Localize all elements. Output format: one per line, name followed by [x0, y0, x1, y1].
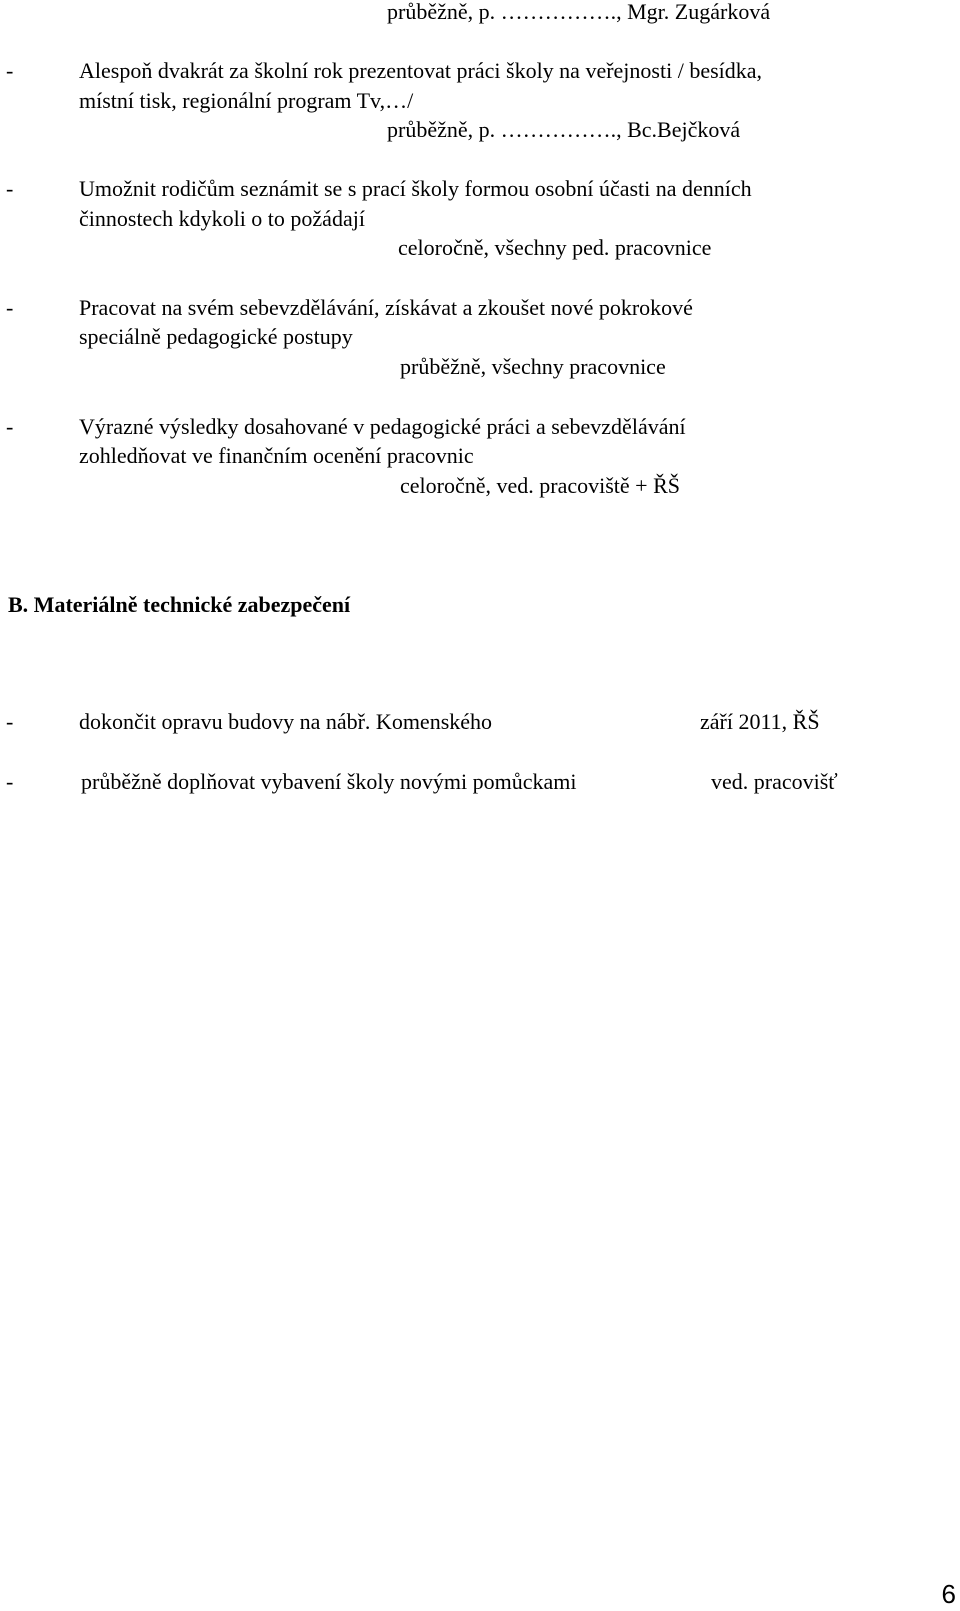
- task-b1-responsible: září 2011, ŘŠ: [700, 709, 820, 734]
- item-2-line-1: Umožnit rodičům seznámit se s prací školy formou osobní účasti na denních: [79, 176, 752, 201]
- section-b-heading: B. Materiálně technické zabezpečení: [8, 592, 351, 617]
- bullet-dash-2: -: [6, 176, 14, 201]
- bullet-dash-1: -: [6, 58, 14, 83]
- item-4-line-1: Výrazné výsledky dosahované v pedagogické práci a sebevzdělávání: [79, 414, 686, 439]
- item-1-line-1: Alespoň dvakrát za školní rok prezentovat práci školy na veřejnosti / besídka,: [79, 58, 763, 83]
- item-3-line-2: speciálně pedagogické postupy: [79, 324, 353, 349]
- assignee-line-4: celoročně, ved. pracoviště + ŘŠ: [400, 473, 680, 498]
- bullet-dash-3: -: [6, 295, 14, 320]
- item-3-line-1: Pracovat na svém sebevzdělávání, získávat a zkoušet nové pokrokové: [79, 295, 693, 320]
- item-2-line-2: činnostech kdykoli o to požádají: [79, 206, 365, 231]
- task-b2-text: průběžně doplňovat vybavení školy novými pomůckami: [81, 769, 577, 794]
- assignee-line-2: celoročně, všechny ped. pracovnice: [398, 235, 712, 260]
- bullet-dash-b1: -: [6, 709, 14, 734]
- task-b2-responsible: ved. pracovišť: [711, 769, 838, 794]
- assignee-line-3: průběžně, všechny pracovnice: [400, 354, 666, 379]
- page-number: 6: [941, 1579, 956, 1609]
- bullet-dash-b2: -: [6, 769, 14, 794]
- bullet-dash-4: -: [6, 414, 14, 439]
- assignee-line-0: průběžně, p. ……………., Mgr. Zugárková: [387, 0, 771, 24]
- item-4-line-2: zohledňovat ve finančním ocenění pracovnic: [79, 443, 474, 468]
- assignee-line-1: průběžně, p. ……………., Bc.Bejčková: [387, 117, 741, 142]
- item-1-line-2: místní tisk, regionální program Tv,…/: [79, 88, 414, 113]
- task-b1-text: dokončit opravu budovy na nábř. Komenského: [79, 709, 493, 734]
